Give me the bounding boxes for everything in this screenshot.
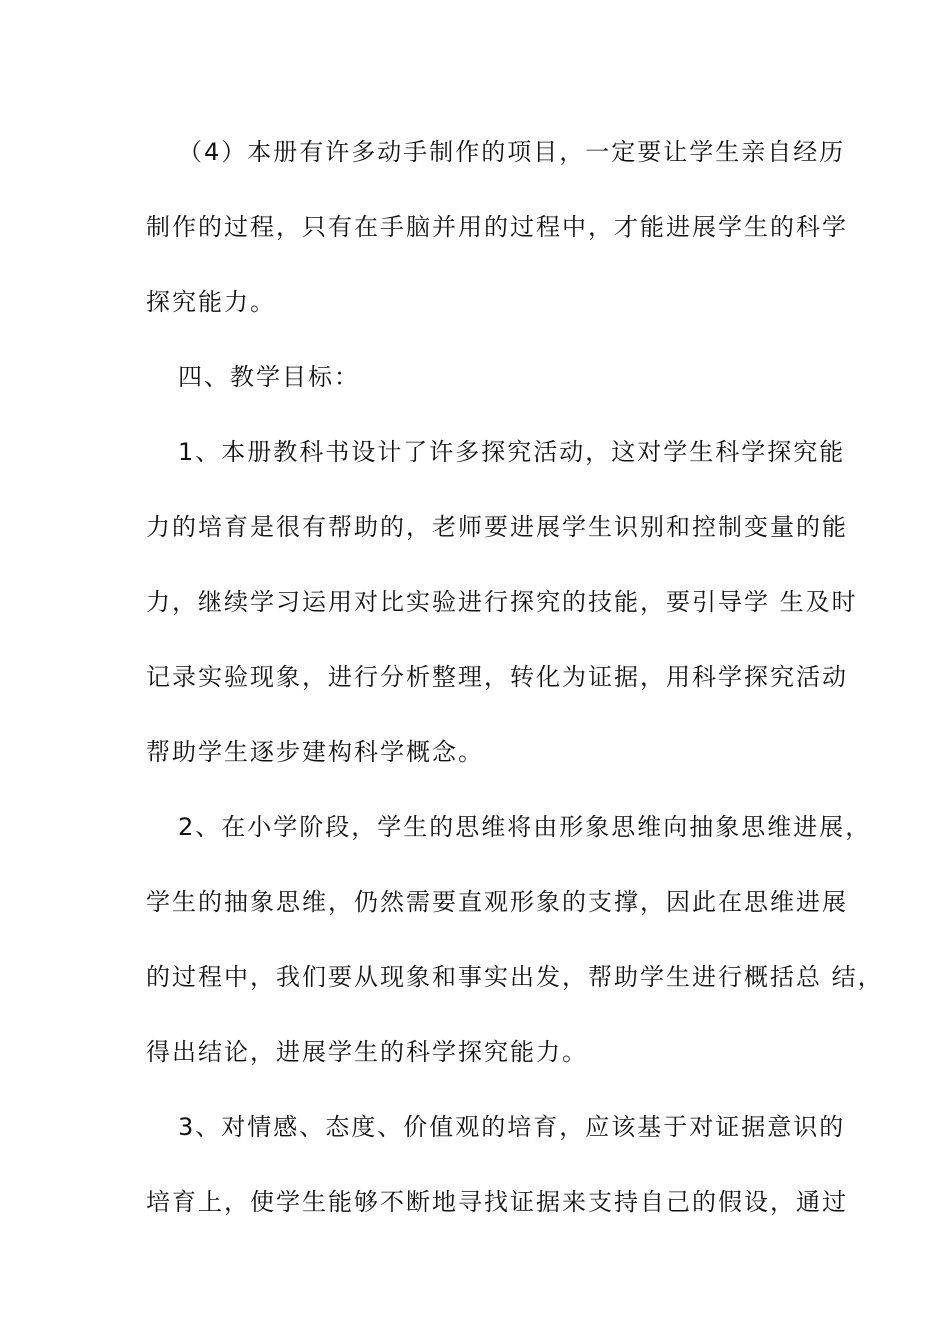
goal-2-line-2: 学生的抽象思维，仍然需要直观形象的支撑，因此在思维进展 [146,888,848,916]
goal-1-line-5: 帮助学生逐步建构科学概念。 [146,738,484,766]
paragraph-4-line-1: （4）本册有许多动手制作的项目，一定要让学生亲自经历 [178,138,846,166]
paragraph-4-line-2: 制作的过程，只有在手脑并用的过程中，才能进展学生的科学 [146,213,848,241]
section-heading-teaching-goals: 四、教学目标： [178,363,360,391]
goal-3-line-2: 培育上，使学生能够不断地寻找证据来支持自己的假设，通过 [146,1188,848,1216]
goal-3-line-1: 3、对情感、态度、价值观的培育，应该基于对证据意识的 [178,1113,846,1141]
goal-1-line-1: 1、本册教科书设计了许多探究活动，这对学生科学探究能 [178,438,846,466]
goal-1-line-2: 力的培育是很有帮助的，老师要进展学生识别和控制变量的能 [146,513,848,541]
goal-1-line-3: 力，继续学习运用对比实验进行探究的技能，要引导学 生及时 [146,588,858,616]
goal-2-line-4: 得出结论，进展学生的科学探究能力。 [146,1038,588,1066]
paragraph-4-line-3: 探究能力。 [146,288,276,316]
goal-2-line-1: 2、在小学阶段，学生的思维将由形象思维向抽象思维进展， [178,813,872,841]
goal-2-line-3: 的过程中，我们要从现象和事实出发，帮助学生进行概括总 结， [146,963,884,991]
goal-1-line-4: 记录实验现象，进行分析整理，转化为证据，用科学探究活动 [146,663,848,691]
